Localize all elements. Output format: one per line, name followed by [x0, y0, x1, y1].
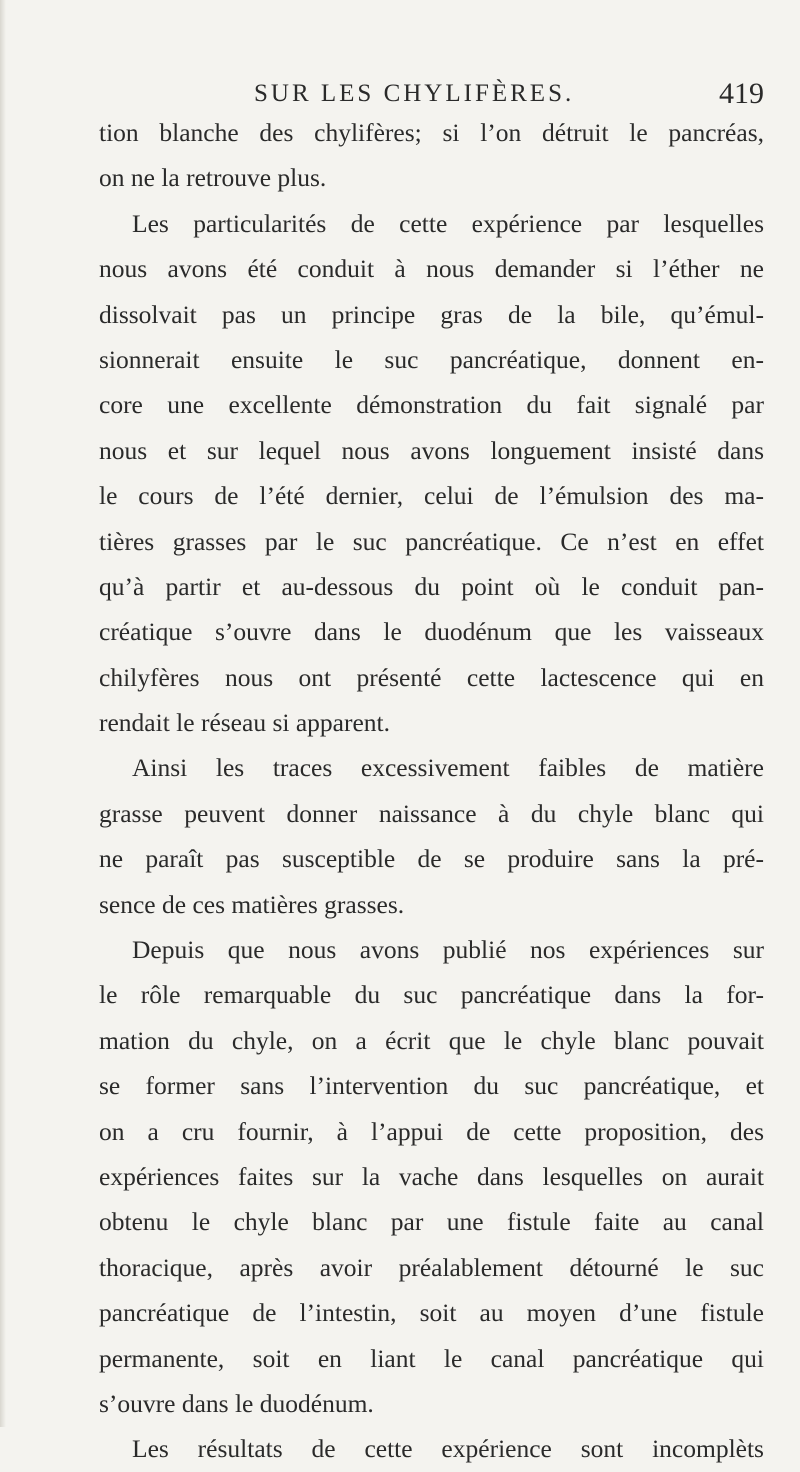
running-head: SUR LES CHYLIFÈRES. [254, 80, 575, 107]
text-line: mation du chyle, on a écrit que le chyle blanc pouvait [99, 1025, 764, 1055]
text-line: obtenu le chyle blanc par une fistule faite au canal [99, 1207, 764, 1237]
page-edge-shadow [0, 0, 6, 1427]
text-line: Les résultats de cette expérience sont incomplèts [132, 1434, 764, 1464]
text-line: chilyfères nous ont présenté cette lactescence qui en [99, 662, 764, 692]
text-line: on ne la retrouve plus. [99, 163, 327, 193]
text-line: Depuis que nous avons publié nos expériences sur [132, 935, 764, 965]
text-line: expériences faites sur la vache dans lesquelles on aurait [99, 1161, 764, 1191]
text-line: créatique s’ouvre dans le duodénum que les vaisseaux [99, 617, 764, 647]
text-line: ne paraît pas susceptible de se produire sans la pré- [99, 844, 764, 874]
text-line: s’ouvre dans le duodénum. [99, 1388, 374, 1418]
text-line: grasse peuvent donner naissance à du chyle blanc qui [99, 798, 764, 828]
text-line: sionnerait ensuite le suc pancréatique, donnent en- [99, 344, 764, 374]
text-line: permanente, soit en liant le canal pancréatique qui [99, 1343, 764, 1373]
text-line: dissolvait pas un principe gras de la bile, qu’émul- [99, 299, 764, 329]
text-line: qu’à partir et au-dessous du point où le conduit pan- [99, 571, 764, 601]
text-line: Ainsi les traces excessivement faibles de matière [132, 753, 764, 783]
text-line: se former sans l’intervention du suc pancréatique, et [99, 1071, 764, 1101]
text-line: le rôle remarquable du suc pancréatique dans la for- [99, 980, 764, 1010]
text-line: tières grasses par le suc pancréatique. Ce n’est en effet [99, 526, 764, 556]
text-line: le cours de l’été dernier, celui de l’émulsion des ma- [99, 481, 764, 511]
text-line: on a cru fournir, à l’appui de cette proposition, des [99, 1116, 764, 1146]
text-line: sence de ces matières grasses. [99, 889, 405, 919]
text-line: nous avons été conduit à nous demander si l’éther ne [99, 254, 764, 284]
text-line: nous et sur lequel nous avons longuement insisté dans [99, 435, 764, 465]
text-line: thoracique, après avoir préalablement détourné le suc [99, 1252, 764, 1282]
text-line: tion blanche des chylifères; si l’on détruit le pancréas, [99, 118, 764, 147]
text-line: rendait le réseau si apparent. [99, 708, 390, 738]
text-line: Les particularités de cette expérience par lesquelles [132, 208, 764, 238]
page-number: 419 [719, 77, 764, 110]
text-line: pancréatique de l’intestin, soit au moyen d’une fistule [99, 1298, 764, 1328]
text-line: core une excellente démonstration du fait signalé par [99, 390, 764, 420]
body-text [99, 110, 764, 1472]
